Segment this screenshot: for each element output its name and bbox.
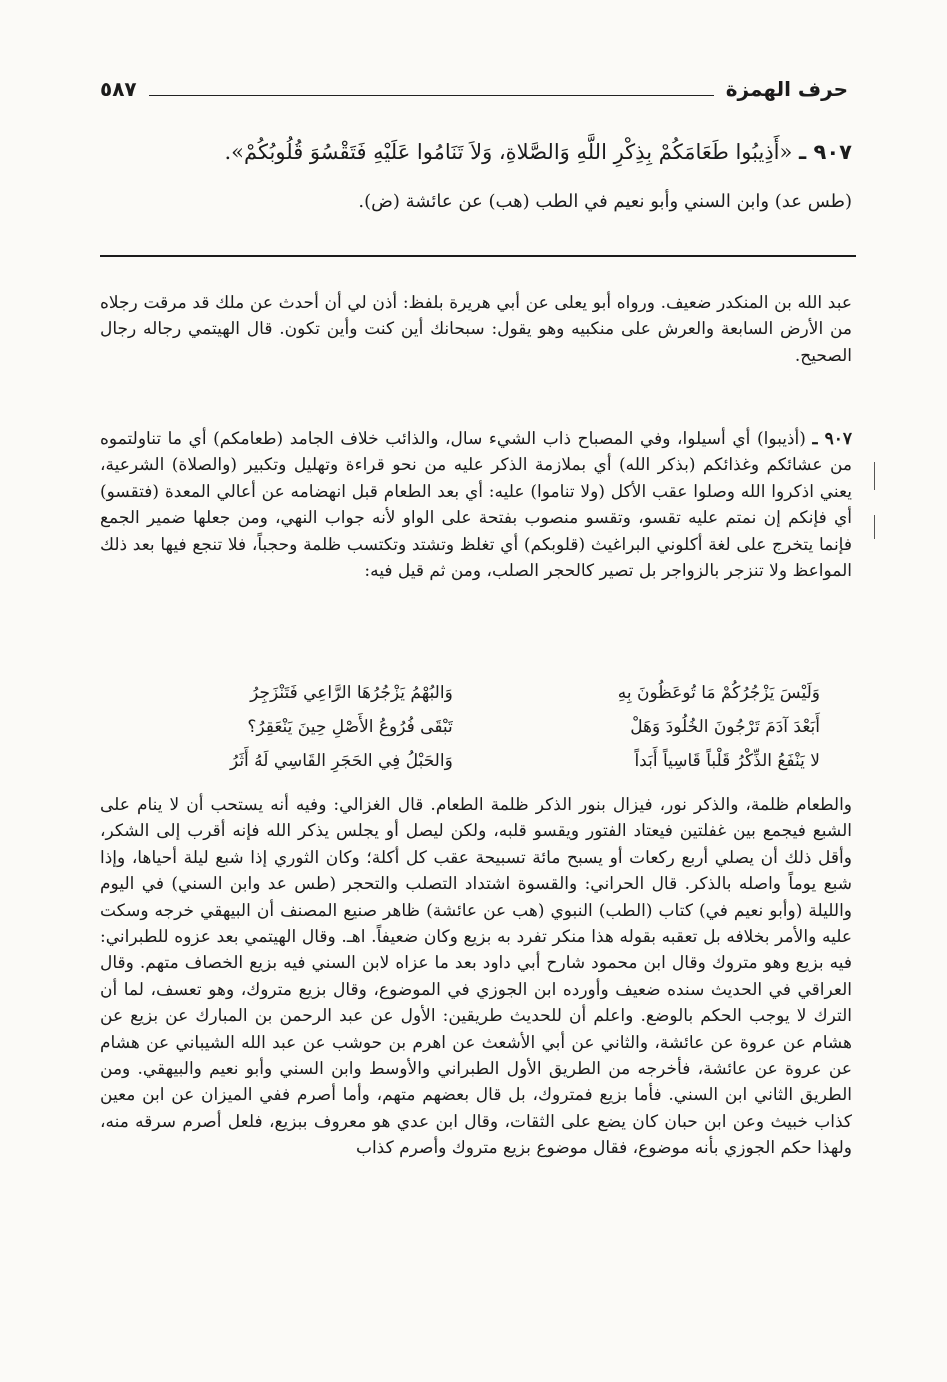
commentary-paragraph-1	[100, 290, 852, 369]
page-number: ٥٨٧	[100, 77, 137, 101]
commentary-number: ٩٠٧ ـ	[812, 429, 853, 449]
poem-hemistich: تَبْقَى فُرُوعُ الأَصْلِ حِينَ يَنْعَقِرُ؟	[247, 717, 453, 737]
commentary-text-1: عبد الله بن المنكدر ضعيف. ورواه أبو يعلى عن أبي هريرة بلفظ: أذن لي أن أحدث عن ملك قد مرقت رجلاه من الأرض السابعة والعرش على منكبيه وهو يقول: سبحانك أين كنت وأين تكون. قال الهيتمي رجاله رجال الصحيح.	[100, 293, 852, 366]
poem-hemistich: وَلَيْسَ يَزْجُرُكُمْ مَا تُوعَظُونَ بِهِ	[617, 683, 820, 703]
poem-hemistich: أَبَعْدَ آدَمَ تَرْجُونَ الخُلُودَ وَهَلْ	[630, 717, 820, 737]
poem-hemistich: لا يَنْفَعُ الذِّكْرُ قَلْباً قَاسِياً أَبَداً	[634, 751, 820, 771]
hadith-text	[100, 132, 852, 172]
poem-line	[140, 710, 820, 744]
poem-hemistich: وَالحَبْلُ فِي الحَجَرِ القَاسِي لَهُ أَثَرُ	[229, 751, 453, 771]
commentary-text-3: والطعام ظلمة، والذكر نور، فيزال بنور الذكر ظلمة الطعام. قال الغزالي: وفيه أنه يستحب أن لا ينام على الشبع فيجمع بين غفلتين فيعتاد الفتور ويقسو قلبه، ولكن ليصل أو يجلس يذكر الله فإنه أقرب إلى الشكر، وأقل ذلك أن يصلي أربع ركعات أو يسبح مائة تسبيحة عقب كل أكلة؛ وكان الثوري إذا شبع ليلة أحياها، وإذا شبع يوماً واصله بالذكر. قال الحراني: والقسوة اشتداد التصلب والتحجر (طس عد وابن السني) في اليوم والليلة (وأبو نعيم في) كتاب (الطب) النبوي (هب عن عائشة) ظاهر صنيع المصنف أن البيهقي خرجه وسكت عليه والأمر بخلافه بل تعقبه بقوله هذا منكر تفرد به بزيع وكان ضعيفاً. اهـ. وقال الهيتمي بعد عزوه للطبراني: فيه بزيع وهو متروك وقال ابن محمود شارح أبي داود بعد ما عزاه لابن السني فيه بزيع الخصاف متهم. وقال العراقي في الحديث سنده ضعيف وأورده ابن الجوزي في الموضوع، وقال بزيع متروك، وهو تعسف، لما أن الترك لا يوجب الحكم بالوضع. واعلم أن للحديث طريقين: الأول عن عبد الرحمن بن المبارك عن بزيع عن هشام عن عروة عن عائشة، والثاني عن أبي الأشعث عن اهرم بن حوشب عن عبد الله الشيباني عن هشام عن عروة عن عائشة، فأخرجه من الطريق الأول الطبراني والأوسط وابن السني وأبو نعيم والبيهقي. ومن الطريق الثاني ابن السني. فأما بزيع فمتروك، بل قال بعضهم متهم، وأما أصرم ففي الميزان عن ابن معين كذاب خبيث وعن ابن حبان كان يضع على الثقات، وقال ابن عدي هو معروف ببزيع، فلعل أصرم سرقه منه، ولهذا حكم الجوزي بأنه موضوع، فقال موضوع بزيع متروك وأصرم كذاب	[100, 795, 852, 1159]
poem-line	[140, 744, 820, 778]
chapter-title: حرف الهمزة	[725, 77, 848, 101]
poem-hemistich: وَالبُهْمُ يَزْجُرُهَا الرَّاعِي فَتَنْزَجِرُ	[250, 683, 453, 703]
commentary-paragraph-3	[100, 792, 852, 1162]
poem-line	[140, 676, 820, 710]
margin-mark	[874, 462, 875, 490]
margin-mark	[874, 515, 875, 539]
poem	[140, 676, 820, 778]
page-header	[100, 72, 848, 106]
hadith-number: ٩٠٧ ـ	[799, 140, 852, 164]
section-divider	[100, 255, 856, 257]
commentary-paragraph-2	[100, 426, 852, 584]
hadith-source: (طس عد) وابن السني وأبو نعيم في الطب (هب) عن عائشة (ض).	[358, 191, 852, 212]
commentary-text-2: (أذيبوا) أي أسيلوا، وفي المصباح ذاب الشيء سال، والذائب خلاف الجامد (طعامكم) أي ما تناولتموه من عشائكم وغذائكم (بذكر الله) أي بملازمة الذكر عليه من نحو قراءة وتهليل وتكبير (والصلاة) الشرعية، يعني اذكروا الله وصلوا عقب الأكل (ولا تناموا) عليه: أي بعد الطعام قبل انهضامه عن أعالي المعدة (فتقسو) أي فإنكم إن نمتم عليه تقسو، وتقسو منصوب بفتحة على الواو لأنه جواب النهي، ومن جعلها ضمير الجمع فإنما يتخرج على لغة أكلوني البراغيث (قلوبكم) أي تغلظ وتشتد وتكتسب ظلمة وحجباً، فلا تنجع فيها بعد ذلك المواعظ ولا تنزجر بالزواجر بل تصير كالحجر الصلب، ومن ثم قيل فيه:	[100, 429, 852, 582]
hadith-body: «أَذِيبُوا طَعَامَكُمْ بِذِكْرِ اللَّهِ وَالصَّلاةِ، وَلاَ تَنَامُوا عَلَيْهِ فَتَقْسُوَ قُلُوبُكُمْ».	[224, 140, 793, 164]
header-rule	[149, 95, 714, 96]
